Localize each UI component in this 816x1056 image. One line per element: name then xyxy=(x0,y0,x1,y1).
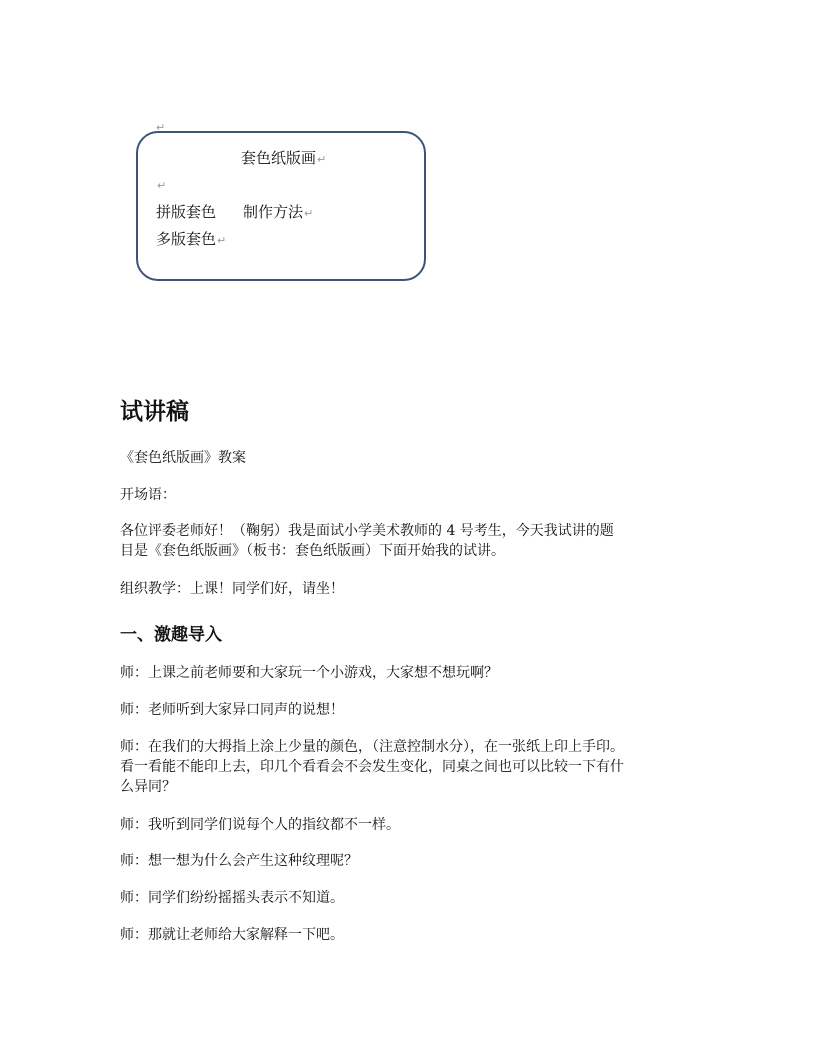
organize-teaching: 组织教学：上课！同学们好，请坐！ xyxy=(120,581,344,597)
section-heading: 一、激趣导入 xyxy=(120,625,222,645)
intro-paragraph xyxy=(120,521,720,561)
paragraph-mark: ↵ xyxy=(304,207,314,220)
board-row-1 xyxy=(156,201,313,222)
paragraph-2: 师：老师听到大家异口同声的说想！ xyxy=(120,702,344,718)
blackboard-layout-box xyxy=(136,131,426,281)
paragraph-3 xyxy=(120,737,720,797)
paragraph-mark: ↵ xyxy=(217,234,227,247)
opening-label: 开场语： xyxy=(120,487,176,503)
board-row-2 xyxy=(156,228,226,249)
paragraph-mark: ↵ xyxy=(156,121,166,134)
paragraph-4: 师：我听到同学们说每个人的指纹都不一样。 xyxy=(120,817,400,833)
board-row2-text: 多版套色 xyxy=(156,230,217,248)
lesson-plan-title: 《套色纸版画》教案 xyxy=(120,450,246,466)
board-empty-line xyxy=(156,175,166,193)
paragraph-7: 师：那就让老师给大家解释一下吧。 xyxy=(120,927,344,943)
paragraph-3-line-3: 么异同？ xyxy=(120,779,176,795)
paragraph-mark: ↵ xyxy=(157,179,167,192)
paragraph-3-line-2: 看一看能不能印上去，印几个看看会不会发生变化，同桌之间也可以比较一下有什 xyxy=(120,759,624,775)
board-row1-left: 拼版套色 xyxy=(156,203,217,221)
paragraph-1: 师：上课之前老师要和大家玩一个小游戏，大家想不想玩啊？ xyxy=(120,665,498,681)
board-title-text: 套色纸版画 xyxy=(241,149,317,167)
page-heading: 试讲稿 xyxy=(120,398,189,425)
paragraph-3-line-1: 师：在我们的大拇指上涂上少量的颜色，（注意控制水分），在一张纸上印上手印。 xyxy=(120,739,624,755)
board-title xyxy=(241,147,326,168)
intro-line-1: 各位评委老师好！（鞠躬）我是面试小学美术教师的 4 号考生，今天我试讲的题 xyxy=(120,523,614,539)
board-row1-right: 制作方法 xyxy=(243,203,304,221)
paragraph-6: 师：同学们纷纷摇摇头表示不知道。 xyxy=(120,890,344,906)
paragraph-5: 师：想一想为什么会产生这种纹理呢？ xyxy=(120,853,358,869)
intro-line-2: 目是《套色纸版画》（板书：套色纸版画）下面开始我的试讲。 xyxy=(120,543,505,559)
paragraph-mark: ↵ xyxy=(317,153,327,166)
